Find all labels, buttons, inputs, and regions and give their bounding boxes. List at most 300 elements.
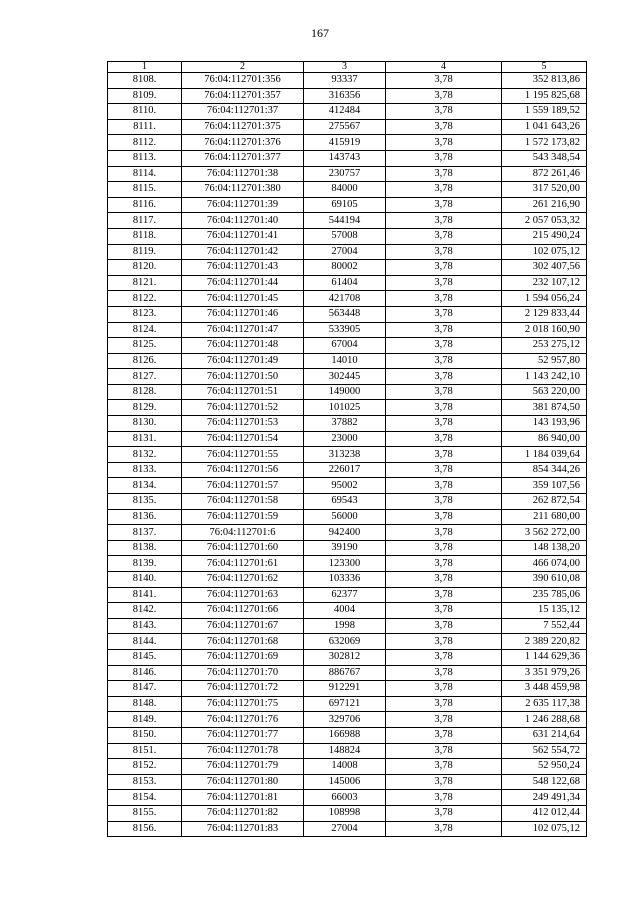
area-value-cell: 66003 xyxy=(304,790,386,806)
amount-value-cell: 3 448 459,98 xyxy=(502,681,587,697)
table-row xyxy=(108,649,587,665)
table-row xyxy=(108,556,587,572)
cadastral-number-cell: 76:04:112701:357 xyxy=(182,88,304,104)
amount-value-cell: 253 275,12 xyxy=(502,338,587,354)
row-number-cell: 8108. xyxy=(108,73,182,89)
area-value-cell: 27004 xyxy=(304,821,386,837)
amount-value-cell: 466 074,00 xyxy=(502,556,587,572)
table-row xyxy=(108,353,587,369)
table-row xyxy=(108,478,587,494)
area-value-cell: 563448 xyxy=(304,306,386,322)
table-row xyxy=(108,790,587,806)
table-row xyxy=(108,681,587,697)
row-number-cell: 8112. xyxy=(108,135,182,151)
rate-value-cell: 3,78 xyxy=(386,322,502,338)
rate-value-cell: 3,78 xyxy=(386,759,502,775)
amount-value-cell: 249 491,34 xyxy=(502,790,587,806)
row-number-cell: 8145. xyxy=(108,649,182,665)
table-row xyxy=(108,135,587,151)
area-value-cell: 697121 xyxy=(304,696,386,712)
row-number-cell: 8152. xyxy=(108,759,182,775)
area-value-cell: 67004 xyxy=(304,338,386,354)
rate-value-cell: 3,78 xyxy=(386,681,502,697)
table-row xyxy=(108,634,587,650)
cadastral-number-cell: 76:04:112701:83 xyxy=(182,821,304,837)
rate-value-cell: 3,78 xyxy=(386,260,502,276)
rate-value-cell: 3,78 xyxy=(386,228,502,244)
amount-value-cell: 1 184 039,64 xyxy=(502,447,587,463)
table-row xyxy=(108,338,587,354)
cadastral-number-cell: 76:04:112701:50 xyxy=(182,369,304,385)
amount-value-cell: 86 940,00 xyxy=(502,431,587,447)
amount-value-cell: 102 075,12 xyxy=(502,244,587,260)
cadastral-number-cell: 76:04:112701:51 xyxy=(182,384,304,400)
rate-value-cell: 3,78 xyxy=(386,213,502,229)
rate-value-cell: 3,78 xyxy=(386,494,502,510)
rate-value-cell: 3,78 xyxy=(386,88,502,104)
rate-value-cell: 3,78 xyxy=(386,384,502,400)
rate-value-cell: 3,78 xyxy=(386,665,502,681)
amount-value-cell: 3 351 979,26 xyxy=(502,665,587,681)
row-number-cell: 8129. xyxy=(108,400,182,416)
area-value-cell: 56000 xyxy=(304,509,386,525)
amount-value-cell: 563 220,00 xyxy=(502,384,587,400)
table-row xyxy=(108,540,587,556)
amount-value-cell: 2 389 220,82 xyxy=(502,634,587,650)
area-value-cell: 108998 xyxy=(304,805,386,821)
row-number-cell: 8131. xyxy=(108,431,182,447)
area-value-cell: 302812 xyxy=(304,649,386,665)
amount-value-cell: 215 490,24 xyxy=(502,228,587,244)
amount-value-cell: 317 520,00 xyxy=(502,182,587,198)
table-row xyxy=(108,712,587,728)
amount-value-cell: 2 129 833,44 xyxy=(502,306,587,322)
area-value-cell: 412484 xyxy=(304,104,386,120)
rate-value-cell: 3,78 xyxy=(386,353,502,369)
area-value-cell: 61404 xyxy=(304,275,386,291)
rate-value-cell: 3,78 xyxy=(386,338,502,354)
table-row xyxy=(108,197,587,213)
area-value-cell: 23000 xyxy=(304,431,386,447)
row-number-cell: 8114. xyxy=(108,166,182,182)
amount-value-cell: 148 138,20 xyxy=(502,540,587,556)
row-number-cell: 8115. xyxy=(108,182,182,198)
table-row xyxy=(108,369,587,385)
table-row xyxy=(108,462,587,478)
table-row xyxy=(108,665,587,681)
area-value-cell: 421708 xyxy=(304,291,386,307)
row-number-cell: 8121. xyxy=(108,275,182,291)
rate-value-cell: 3,78 xyxy=(386,649,502,665)
amount-value-cell: 2 057 053,32 xyxy=(502,213,587,229)
row-number-cell: 8122. xyxy=(108,291,182,307)
amount-value-cell: 15 135,12 xyxy=(502,603,587,619)
area-value-cell: 533905 xyxy=(304,322,386,338)
cadastral-number-cell: 76:04:112701:42 xyxy=(182,244,304,260)
table-row xyxy=(108,322,587,338)
rate-value-cell: 3,78 xyxy=(386,743,502,759)
table-row xyxy=(108,618,587,634)
row-number-cell: 8136. xyxy=(108,509,182,525)
area-value-cell: 4004 xyxy=(304,603,386,619)
rate-value-cell: 3,78 xyxy=(386,525,502,541)
row-number-cell: 8141. xyxy=(108,587,182,603)
row-number-cell: 8113. xyxy=(108,150,182,166)
amount-value-cell: 232 107,12 xyxy=(502,275,587,291)
row-number-cell: 8130. xyxy=(108,416,182,432)
data-table xyxy=(107,61,587,837)
amount-value-cell: 262 872,54 xyxy=(502,494,587,510)
cadastral-number-cell: 76:04:112701:38 xyxy=(182,166,304,182)
amount-value-cell: 1 144 629,36 xyxy=(502,649,587,665)
row-number-cell: 8155. xyxy=(108,805,182,821)
cadastral-number-cell: 76:04:112701:56 xyxy=(182,462,304,478)
cadastral-number-cell: 76:04:112701:69 xyxy=(182,649,304,665)
rate-value-cell: 3,78 xyxy=(386,618,502,634)
table-row xyxy=(108,166,587,182)
amount-value-cell: 390 610,08 xyxy=(502,572,587,588)
area-value-cell: 27004 xyxy=(304,244,386,260)
rate-value-cell: 3,78 xyxy=(386,540,502,556)
cadastral-number-cell: 76:04:112701:60 xyxy=(182,540,304,556)
table-row xyxy=(108,88,587,104)
cadastral-number-cell: 76:04:112701:45 xyxy=(182,291,304,307)
area-value-cell: 93337 xyxy=(304,73,386,89)
area-value-cell: 1998 xyxy=(304,618,386,634)
amount-value-cell: 302 407,56 xyxy=(502,260,587,276)
cadastral-number-cell: 76:04:112701:380 xyxy=(182,182,304,198)
cadastral-number-cell: 76:04:112701:52 xyxy=(182,400,304,416)
cadastral-number-cell: 76:04:112701:80 xyxy=(182,774,304,790)
amount-value-cell: 2 018 160,90 xyxy=(502,322,587,338)
cadastral-number-cell: 76:04:112701:62 xyxy=(182,572,304,588)
table-row xyxy=(108,525,587,541)
rate-value-cell: 3,78 xyxy=(386,104,502,120)
rate-value-cell: 3,78 xyxy=(386,135,502,151)
row-number-cell: 8151. xyxy=(108,743,182,759)
rate-value-cell: 3,78 xyxy=(386,369,502,385)
cadastral-number-cell: 76:04:112701:39 xyxy=(182,197,304,213)
row-number-cell: 8119. xyxy=(108,244,182,260)
table-row xyxy=(108,572,587,588)
row-number-cell: 8118. xyxy=(108,228,182,244)
table-row xyxy=(108,291,587,307)
cadastral-number-cell: 76:04:112701:63 xyxy=(182,587,304,603)
amount-value-cell: 1 143 242,10 xyxy=(502,369,587,385)
area-value-cell: 143743 xyxy=(304,150,386,166)
row-number-cell: 8135. xyxy=(108,494,182,510)
cadastral-number-cell: 76:04:112701:40 xyxy=(182,213,304,229)
area-value-cell: 316356 xyxy=(304,88,386,104)
cadastral-number-cell: 76:04:112701:41 xyxy=(182,228,304,244)
table-row xyxy=(108,104,587,120)
row-number-cell: 8111. xyxy=(108,119,182,135)
cadastral-number-cell: 76:04:112701:66 xyxy=(182,603,304,619)
table-row xyxy=(108,587,587,603)
cadastral-number-cell: 76:04:112701:70 xyxy=(182,665,304,681)
rate-value-cell: 3,78 xyxy=(386,447,502,463)
area-value-cell: 69105 xyxy=(304,197,386,213)
table-row xyxy=(108,73,587,89)
rate-value-cell: 3,78 xyxy=(386,790,502,806)
row-number-cell: 8109. xyxy=(108,88,182,104)
amount-value-cell: 381 874,50 xyxy=(502,400,587,416)
page-number: 167 xyxy=(311,26,329,40)
row-number-cell: 8153. xyxy=(108,774,182,790)
table-row xyxy=(108,821,587,837)
cadastral-number-cell: 76:04:112701:37 xyxy=(182,104,304,120)
table-row xyxy=(108,260,587,276)
rate-value-cell: 3,78 xyxy=(386,696,502,712)
cadastral-number-cell: 76:04:112701:376 xyxy=(182,135,304,151)
amount-value-cell: 352 813,86 xyxy=(502,73,587,89)
area-value-cell: 148824 xyxy=(304,743,386,759)
amount-value-cell: 1 246 288,68 xyxy=(502,712,587,728)
cadastral-number-cell: 76:04:112701:68 xyxy=(182,634,304,650)
row-number-cell: 8150. xyxy=(108,727,182,743)
area-value-cell: 313238 xyxy=(304,447,386,463)
cadastral-number-cell: 76:04:112701:72 xyxy=(182,681,304,697)
area-value-cell: 84000 xyxy=(304,182,386,198)
row-number-cell: 8132. xyxy=(108,447,182,463)
amount-value-cell: 143 193,96 xyxy=(502,416,587,432)
rate-value-cell: 3,78 xyxy=(386,821,502,837)
rate-value-cell: 3,78 xyxy=(386,119,502,135)
cadastral-number-cell: 76:04:112701:356 xyxy=(182,73,304,89)
row-number-cell: 8144. xyxy=(108,634,182,650)
column-header-4: 4 xyxy=(386,62,502,73)
cadastral-number-cell: 76:04:112701:49 xyxy=(182,353,304,369)
table-row xyxy=(108,759,587,775)
rate-value-cell: 3,78 xyxy=(386,603,502,619)
row-number-cell: 8133. xyxy=(108,462,182,478)
cadastral-number-cell: 76:04:112701:59 xyxy=(182,509,304,525)
amount-value-cell: 631 214,64 xyxy=(502,727,587,743)
area-value-cell: 226017 xyxy=(304,462,386,478)
area-value-cell: 62377 xyxy=(304,587,386,603)
rate-value-cell: 3,78 xyxy=(386,416,502,432)
cadastral-number-cell: 76:04:112701:82 xyxy=(182,805,304,821)
amount-value-cell: 3 562 272,00 xyxy=(502,525,587,541)
row-number-cell: 8120. xyxy=(108,260,182,276)
rate-value-cell: 3,78 xyxy=(386,197,502,213)
area-value-cell: 329706 xyxy=(304,712,386,728)
row-number-cell: 8137. xyxy=(108,525,182,541)
table-row xyxy=(108,213,587,229)
amount-value-cell: 412 012,44 xyxy=(502,805,587,821)
rate-value-cell: 3,78 xyxy=(386,572,502,588)
area-value-cell: 544194 xyxy=(304,213,386,229)
row-number-cell: 8146. xyxy=(108,665,182,681)
amount-value-cell: 562 554,72 xyxy=(502,743,587,759)
area-value-cell: 302445 xyxy=(304,369,386,385)
amount-value-cell: 543 348,54 xyxy=(502,150,587,166)
table-row xyxy=(108,431,587,447)
area-value-cell: 912291 xyxy=(304,681,386,697)
rate-value-cell: 3,78 xyxy=(386,634,502,650)
rate-value-cell: 3,78 xyxy=(386,712,502,728)
table-row xyxy=(108,696,587,712)
column-header-2: 2 xyxy=(182,62,304,73)
table-row xyxy=(108,416,587,432)
table-row xyxy=(108,400,587,416)
cadastral-number-cell: 76:04:112701:6 xyxy=(182,525,304,541)
row-number-cell: 8124. xyxy=(108,322,182,338)
amount-value-cell: 359 107,56 xyxy=(502,478,587,494)
amount-value-cell: 211 680,00 xyxy=(502,509,587,525)
table-row xyxy=(108,182,587,198)
cadastral-number-cell: 76:04:112701:78 xyxy=(182,743,304,759)
rate-value-cell: 3,78 xyxy=(386,400,502,416)
column-header-1: 1 xyxy=(108,62,182,73)
cadastral-number-cell: 76:04:112701:76 xyxy=(182,712,304,728)
row-number-cell: 8143. xyxy=(108,618,182,634)
rate-value-cell: 3,78 xyxy=(386,275,502,291)
row-number-cell: 8156. xyxy=(108,821,182,837)
row-number-cell: 8140. xyxy=(108,572,182,588)
rate-value-cell: 3,78 xyxy=(386,182,502,198)
rate-value-cell: 3,78 xyxy=(386,478,502,494)
rate-value-cell: 3,78 xyxy=(386,73,502,89)
row-number-cell: 8148. xyxy=(108,696,182,712)
cadastral-number-cell: 76:04:112701:75 xyxy=(182,696,304,712)
area-value-cell: 149000 xyxy=(304,384,386,400)
table-row xyxy=(108,603,587,619)
area-value-cell: 886767 xyxy=(304,665,386,681)
table-row xyxy=(108,150,587,166)
row-number-cell: 8147. xyxy=(108,681,182,697)
rate-value-cell: 3,78 xyxy=(386,805,502,821)
area-value-cell: 37882 xyxy=(304,416,386,432)
area-value-cell: 57008 xyxy=(304,228,386,244)
area-value-cell: 632069 xyxy=(304,634,386,650)
row-number-cell: 8134. xyxy=(108,478,182,494)
amount-value-cell: 52 950,24 xyxy=(502,759,587,775)
table-row xyxy=(108,727,587,743)
rate-value-cell: 3,78 xyxy=(386,556,502,572)
row-number-cell: 8110. xyxy=(108,104,182,120)
cadastral-number-cell: 76:04:112701:43 xyxy=(182,260,304,276)
row-number-cell: 8126. xyxy=(108,353,182,369)
cadastral-number-cell: 76:04:112701:53 xyxy=(182,416,304,432)
area-value-cell: 39190 xyxy=(304,540,386,556)
amount-value-cell: 52 957,80 xyxy=(502,353,587,369)
cadastral-number-cell: 76:04:112701:67 xyxy=(182,618,304,634)
area-value-cell: 145006 xyxy=(304,774,386,790)
area-value-cell: 14010 xyxy=(304,353,386,369)
rate-value-cell: 3,78 xyxy=(386,774,502,790)
rate-value-cell: 3,78 xyxy=(386,462,502,478)
row-number-cell: 8138. xyxy=(108,540,182,556)
cadastral-number-cell: 76:04:112701:57 xyxy=(182,478,304,494)
amount-value-cell: 1 195 825,68 xyxy=(502,88,587,104)
table-header-row xyxy=(108,62,587,73)
amount-value-cell: 1 559 189,52 xyxy=(502,104,587,120)
cadastral-number-cell: 76:04:112701:377 xyxy=(182,150,304,166)
amount-value-cell: 7 552,44 xyxy=(502,618,587,634)
area-value-cell: 80002 xyxy=(304,260,386,276)
cadastral-number-cell: 76:04:112701:47 xyxy=(182,322,304,338)
row-number-cell: 8142. xyxy=(108,603,182,619)
rate-value-cell: 3,78 xyxy=(386,306,502,322)
row-number-cell: 8123. xyxy=(108,306,182,322)
row-number-cell: 8116. xyxy=(108,197,182,213)
rate-value-cell: 3,78 xyxy=(386,150,502,166)
rate-value-cell: 3,78 xyxy=(386,166,502,182)
area-value-cell: 415919 xyxy=(304,135,386,151)
row-number-cell: 8127. xyxy=(108,369,182,385)
cadastral-number-cell: 76:04:112701:55 xyxy=(182,447,304,463)
amount-value-cell: 1 572 173,82 xyxy=(502,135,587,151)
rate-value-cell: 3,78 xyxy=(386,727,502,743)
column-header-5: 5 xyxy=(502,62,587,73)
area-value-cell: 942400 xyxy=(304,525,386,541)
area-value-cell: 95002 xyxy=(304,478,386,494)
cadastral-number-cell: 76:04:112701:48 xyxy=(182,338,304,354)
amount-value-cell: 1 041 643,26 xyxy=(502,119,587,135)
rate-value-cell: 3,78 xyxy=(386,244,502,260)
rate-value-cell: 3,78 xyxy=(386,509,502,525)
table-row xyxy=(108,743,587,759)
rate-value-cell: 3,78 xyxy=(386,587,502,603)
amount-value-cell: 102 075,12 xyxy=(502,821,587,837)
table-row xyxy=(108,244,587,260)
area-value-cell: 123300 xyxy=(304,556,386,572)
table-body xyxy=(108,62,587,837)
area-value-cell: 230757 xyxy=(304,166,386,182)
amount-value-cell: 854 344,26 xyxy=(502,462,587,478)
area-value-cell: 14008 xyxy=(304,759,386,775)
cadastral-number-cell: 76:04:112701:61 xyxy=(182,556,304,572)
table-row xyxy=(108,774,587,790)
table-row xyxy=(108,306,587,322)
amount-value-cell: 548 122,68 xyxy=(502,774,587,790)
amount-value-cell: 1 594 056,24 xyxy=(502,291,587,307)
cadastral-number-cell: 76:04:112701:58 xyxy=(182,494,304,510)
table-row xyxy=(108,509,587,525)
area-value-cell: 103336 xyxy=(304,572,386,588)
cadastral-number-cell: 76:04:112701:79 xyxy=(182,759,304,775)
area-value-cell: 101025 xyxy=(304,400,386,416)
amount-value-cell: 2 635 117,38 xyxy=(502,696,587,712)
amount-value-cell: 235 785,06 xyxy=(502,587,587,603)
cadastral-number-cell: 76:04:112701:44 xyxy=(182,275,304,291)
table-row xyxy=(108,275,587,291)
cadastral-number-cell: 76:04:112701:77 xyxy=(182,727,304,743)
table-row xyxy=(108,228,587,244)
area-value-cell: 69543 xyxy=(304,494,386,510)
row-number-cell: 8149. xyxy=(108,712,182,728)
cadastral-number-cell: 76:04:112701:375 xyxy=(182,119,304,135)
cadastral-number-cell: 76:04:112701:54 xyxy=(182,431,304,447)
table-row xyxy=(108,447,587,463)
amount-value-cell: 261 216,90 xyxy=(502,197,587,213)
row-number-cell: 8117. xyxy=(108,213,182,229)
row-number-cell: 8139. xyxy=(108,556,182,572)
table-row xyxy=(108,805,587,821)
table-row xyxy=(108,494,587,510)
rate-value-cell: 3,78 xyxy=(386,291,502,307)
rate-value-cell: 3,78 xyxy=(386,431,502,447)
cadastral-number-cell: 76:04:112701:46 xyxy=(182,306,304,322)
amount-value-cell: 872 261,46 xyxy=(502,166,587,182)
table-row xyxy=(108,119,587,135)
table-row xyxy=(108,384,587,400)
row-number-cell: 8128. xyxy=(108,384,182,400)
column-header-3: 3 xyxy=(304,62,386,73)
cadastral-number-cell: 76:04:112701:81 xyxy=(182,790,304,806)
row-number-cell: 8125. xyxy=(108,338,182,354)
